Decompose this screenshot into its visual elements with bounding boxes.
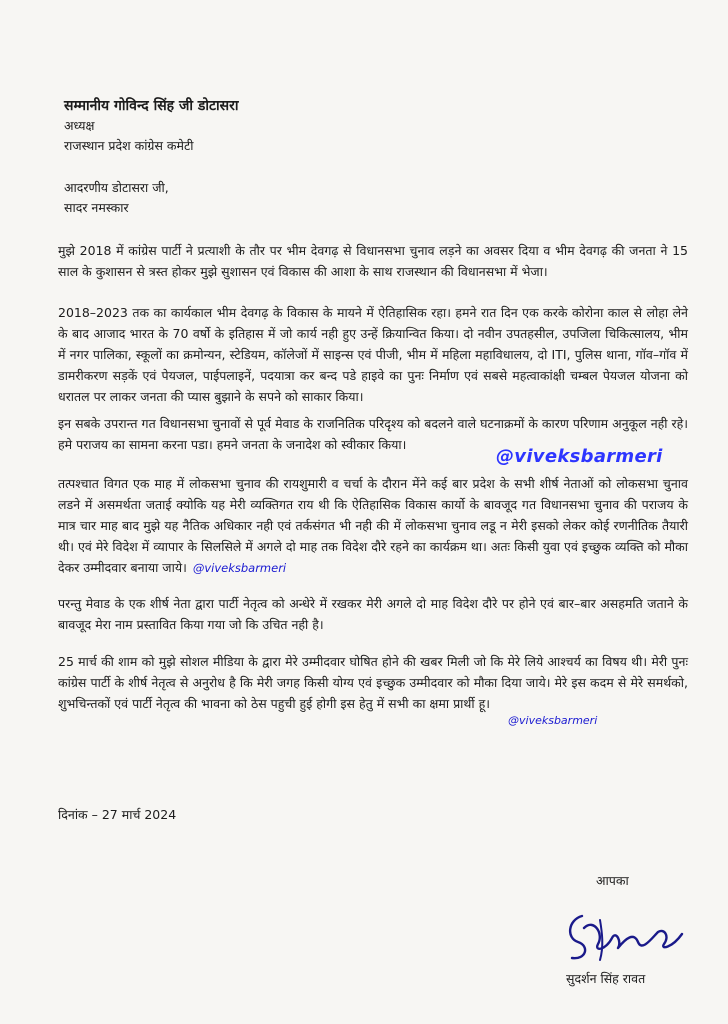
- paragraph-election-2018: मुझे 2018 में कांग्रेस पार्टी ने प्रत्याशी के तौर पर भीम देवगढ़ से विधानसभा चुनाव लड़ने का अवसर दिया व भीम देवगढ़ की जनता ने 15 साल के कुशासन से त्रस्त होकर मुझे सुशासन एवं विकास की आशा के साथ राजस्थान की विधानसभा में भेजा।: [58, 243, 688, 279]
- paragraph-development-work: 2018–2023 तक का कार्यकाल भीम देवगढ़ के विकास के मायने में ऐतिहासिक रहा। हमने रात दिन एक करके कोरोना काल से लोहा लेने के बाद आजाद भारत के 70 वर्षो के इतिहास में जो कार्य नही हुए उन्हें क्रियान्वित किया। दो नवीन उपतहसील, उपजिला चिकित्सालय, भीम में नगर पालिका, स्कूलों का क्रमोन्यन, स्टेडियम, कॉलेजों में साइन्स एवं पीजी, भीम में महिला महाविधालय, दो ITI, पुलिस थाना, गॉव–गॉव में डामरीकरण सड़कें एवं पेयजल, पाईपलाइनें, पदयात्रा कर बन्द पडे हाइवे का पुनः निर्माण एवं सबसे महत्वाकांक्षी चम्बल पेयजल योजना को धरातल पर लाकर जनता की प्यास बुझाने के सपने को साकार किया।: [58, 305, 688, 404]
- greeting-line: सादर नमस्कार: [64, 200, 129, 215]
- paragraph-withdrawal-request: 25 मार्च की शाम को मुझे सोशल मीडिया के द्वारा मेरे उम्मीदवार घोषित होने की खबर मिली जो कि मेरे लिये आश्चर्य का विषय थी। मेरी पुनः कांग्रेस पार्टी के शीर्ष नेतृत्व से अनुरोध है कि मेरी जगह किसी योग्य एवं इच्छुक उम्मीदवार को मौका दिया जाये। मेरे इस कदम से मेरे समर्थको, शुभचिन्तकों एवं पार्टी नेतृत्व की भावना को ठेस पहुची हुई होगी इस हेतु में सभी का क्षमा प्रार्थी हू।: [58, 654, 688, 711]
- addressee-block: [64, 96, 688, 156]
- paragraph-name-proposed: परन्तु मेवाड के एक शीर्ष नेता द्वारा पार्टी नेतृत्व को अन्धेरे में रखकर मेरी अगले दो माह विदेश दौरे पर होने एवं बार–बार असहमति जताने के बावजूद मेरा नाम प्रस्तावित किया गया जो कि उचित नही है।: [58, 596, 688, 632]
- signer-name: सुदर्शन सिंह रावत: [566, 971, 646, 986]
- paragraph-election-defeat: इन सबके उपरान्त गत विधानसभा चुनावों से पूर्व मेवाड के राजनितिक परिदृश्य को बदलने वाले घटनाक्रमों के कारण परिणाम अनुकूल नही रहे। हमे पराजय का सामना करना पडा। हमने जनता के जनादेश को स्वीकार किया।: [58, 416, 688, 452]
- salutation-block: [64, 178, 688, 218]
- watermark-inline: @viveksbarmeri: [192, 561, 287, 575]
- closing-word: आपका: [596, 873, 629, 888]
- addressee-designation: अध्यक्ष: [64, 118, 95, 133]
- watermark-small: @viveksbarmeri: [508, 714, 598, 727]
- paragraph-inability-text: तत्पश्चात विगत एक माह में लोकसभा चुनाव की रायशुमारी व चर्चा के दौरान मेंने कई बार प्रदेश के सभी शीर्ष नेताओं को लोकसभा चुनाव लडने में असमर्थता जताई क्योकि यह मेरी व्यक्तिगत राय थी कि ऐतिहासिक विकास कार्यो के बावजूद गत विधानसभा चुनाव की पराजय के मात्र चार माह बाद मुझे यह नैतिक अधिकार नही एवं तर्कसंगत भी नही की में लोकसभा चुनाव लडू न मेरी इसको लेकर कोई रणनीतिक तैयारी थी। एवं मेरे विदेश में व्यापार के सिलसिले में अगले दो माह तक विदेश दौरे रहने का कार्यक्रम था। अतः किसी युवा एवं इच्छुक व्यक्ति को मौका देकर उम्मीदवार बनाया जाये।: [58, 476, 688, 575]
- paragraph-inability-to-contest: [58, 473, 688, 579]
- letter-date: दिनांक – 27 मार्च 2024: [58, 807, 177, 822]
- salutation-line: आदरणीय डोटासरा जी,: [64, 180, 169, 195]
- watermark-large: @viveksbarmeri: [496, 446, 663, 467]
- signature-image: [560, 898, 690, 968]
- addressee-name: सम्मानीय गोविन्द सिंह जी डोटासरा: [64, 98, 239, 114]
- addressee-organisation: राजस्थान प्रदेश कांग्रेस कमेटी: [64, 138, 194, 153]
